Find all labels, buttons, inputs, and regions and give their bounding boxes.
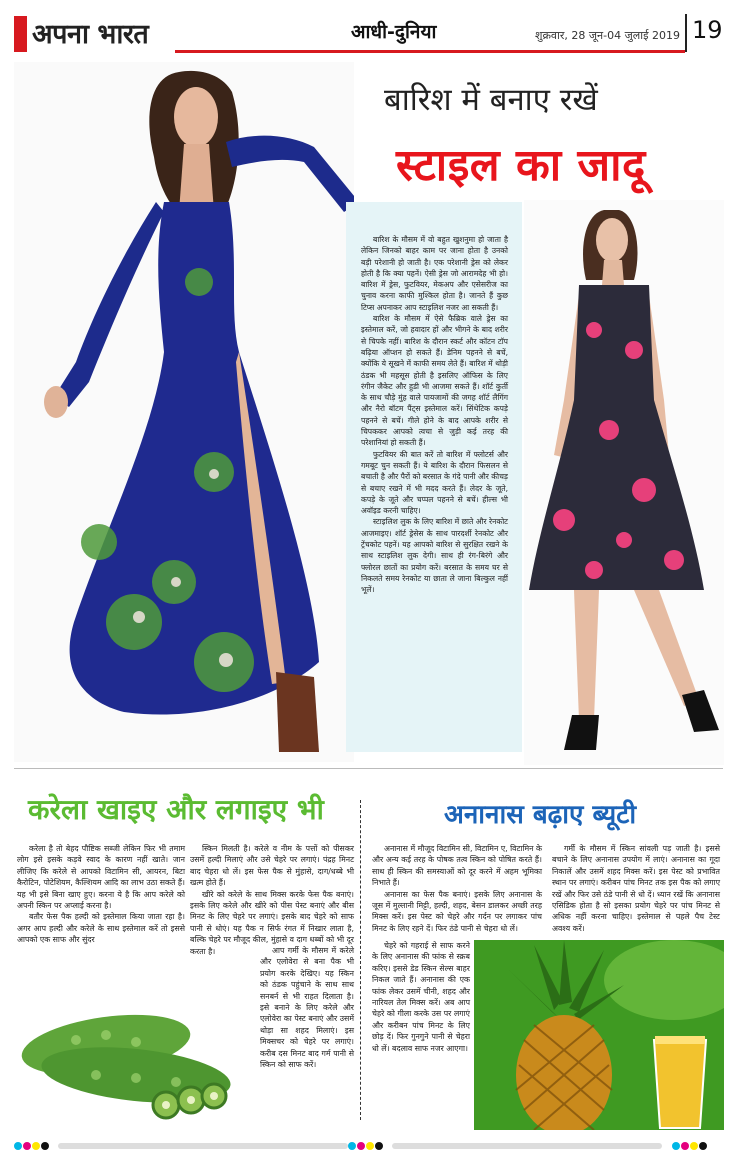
column-divider	[360, 800, 361, 1120]
footer-dot	[690, 1142, 698, 1150]
karela-paragraph: करेला है तो बेहद पौष्टिक सब्जी लेकिन फिर भी तमाम लोग इसे इसके कड़वे स्वाद के कारण नहीं खाते। जान लीजिए कि करेले से आपको विटामिन सी, आयरन, बिटा कैरोटिन, पोटेशियम, कैल्शियम आदि का लाभ उठा सकते हैं। यह भी इसे बिना खाए हुए। करना ये है कि आप करेले को अपनी स्किन पर अप्लाई करना है।	[17, 844, 185, 911]
karela-column-3	[260, 945, 354, 1070]
footer-dot	[41, 1142, 49, 1150]
feature-paragraph: बारिश के मौसम में वो बहुत खुशनुमा हो जाता है लेकिन जिनको बाहर काम पर जाना होता है उनको बड़ी परेशानी हो जाती है। एक परेशानी ड्रेस को लेकर होती है कि क्या पहनें। ऐसी ड्रेस जो आरामदेह भी हो। बारिश में ड्रेस, फुटवियर, मेकअप और एसेसरीज का चुनाव करना काफी मुश्किल होता है। जानते हैं कुछ टिप्स अपनाकर आप स्टाइलिश नजर आ सकती हैं।	[361, 235, 508, 312]
footer-dot	[375, 1142, 383, 1150]
footer-bar	[58, 1143, 348, 1149]
bitter-gourd-photo	[16, 1000, 248, 1120]
brand-red-block	[14, 16, 27, 52]
page-footer	[14, 1140, 723, 1150]
footer-dot	[14, 1142, 22, 1150]
section-divider	[14, 768, 723, 769]
footer-dot	[348, 1142, 356, 1150]
karela-column-2	[190, 843, 354, 957]
model-short-dress-photo	[524, 200, 724, 765]
karela-paragraph: आप गर्मी के मौसम में करेले और एलोवेरा से बना पैक भी प्रयोग करके देखिए। यह स्किन को ठंडक पहुंचाने के साथ साथ सनबर्न से भी राहत दिलाता है। इसे बनाने के लिए करेले और एलोवेरा का पेस्ट बनाएं और उसमें थोड़ा सा शहद मिलाएं। इस मिक्सचर को चेहरे पर लगाएं। करीब दस मिनट बाद गर्म पानी से स्किन को साफ करें।	[260, 946, 354, 1070]
karela-column-1	[17, 843, 185, 946]
footer-dot	[32, 1142, 40, 1150]
header-rule	[175, 50, 685, 53]
footer-dot	[681, 1142, 689, 1150]
karela-paragraph: बतौर फेस पैक हल्दी को इस्तेमाल किया जाता रहा है। अगर आप हल्दी और करेले के साथ इस्तेमाल करें तो इससे आपको एक साफ और सुंदर	[17, 912, 185, 945]
model-long-dress-photo	[14, 62, 354, 762]
page-header	[0, 0, 737, 58]
ananas-paragraph: अनानास में मौजूद विटामिन सी, विटामिन ए, विटामिन के और अन्य कई तरह के पोषक तत्व स्किन को पोषित करते हैं। साथ ही स्किन की समस्याओं को दूर करने में अहम भूमिका निभाते हैं।	[372, 844, 542, 888]
karela-paragraph: स्किन मिलती है। करेले व नीम के पत्तों को पीसकर उसमें हल्दी मिलाएं और उसे चेहरे पर लगाएं। पंद्रह मिनट बाद चेहरा धो लें। इस फेस पैक से मुंहासे, दाग/धब्बे भी खत्म होते हैं।	[190, 844, 354, 888]
feature-text-panel	[346, 202, 522, 752]
footer-dot	[699, 1142, 707, 1150]
footer-bar	[392, 1143, 662, 1149]
ananas-column-1b	[372, 940, 470, 1054]
feature-paragraph: बारिश के मौसम में ऐसे फैब्रिक वाले ड्रेस का इस्तेमाल करें, जो हवादार हों और भीगने के बाद शरीर से चिपके नहीं। बारिश के दौरान स्कर्ट और कॉटन टॉप बढ़िया ऑप्शन हो सकते हैं। डेनिम पहनने से बचें, क्योंकि ये सूखने में काफी समय लेते हैं। बारिश में थोड़ी ठंडक भी महसूस होती है इसलिए ऑफिस के लिए रंगीन जैकेट और हुडी भी आजमा सकते हैं। शॉर्ट कुर्ती के साथ चौड़े मुंह वाले पायजामों की जगह शॉर्ट लैगिंग और नैरो बॉटम पैंट्स इस्तेमाल करें। सिंथेटिक कपड़े पहनने से बचें। गीले होने के बाद आपके शरीर से चिपककर आपको त्वचा से जुड़ी कई तरह की परेशानियां हो सकती हैं।	[361, 314, 508, 448]
footer-dot	[23, 1142, 31, 1150]
section-name: आधी-दुनिया	[351, 21, 437, 43]
feature-kicker: बारिश में बनाए रखें	[384, 82, 598, 118]
footer-dot	[672, 1142, 680, 1150]
issue-date: शुक्रवार, 28 जून-04 जुलाई 2019	[535, 29, 680, 42]
page-number: 19	[692, 16, 723, 44]
ananas-column-2	[552, 843, 720, 934]
karela-title: करेला खाइए और लगाइए भी	[28, 793, 324, 826]
header-divider	[685, 14, 687, 52]
karela-paragraph: खीरे को करेले के साथ मिक्स करके फेस पैक बनाएं। इसके लिए करेले और खीरे को पीस पेस्ट बनाएं और बीस मिनट के लिए चेहरे पर लगाएं। इसके बाद चेहरे को साफ पानी से धोएं। यह पैक न सिर्फ रंगत में निखार लाता है, बल्कि चेहरे पर मौजूद कील, मुंहासे व दाग धब्बों को भी दूर करता है।	[190, 889, 354, 956]
brand-name: अपना भारत	[32, 19, 149, 50]
footer-dot	[366, 1142, 374, 1150]
feature-headline: स्टाइल का जादू	[396, 140, 646, 191]
feature-paragraph: फुटवियर की बात करें तो बारिश में फ्लोटर्स और गमबूट चुन सकती हैं। ये बारिश के दौरान फिसलन से बचाती है और पैरों को बरसात के गंदे पानी और कीचड़ से बचाए रखने में भी मदद करते हैं। लेदर के जूते, कपड़े के जूते और चप्पल पहनने से बचें। हील्स भी अवॉइड करनी चाहिए।	[361, 449, 508, 516]
feature-paragraph: स्टाइलिश लुक के लिए बारिश में छाते और रेनकोट आजमाइए। शॉर्ट ड्रेसेस के साथ पारदर्शी रेनकोट और ट्रेंचकोट पहनें। यह आपको बारिश से सुरक्षित रखने के साथ स्टाइलिश लुक देगी। साथ ही रंग-बिरंगे और फ्लोरल छातों का प्रयोग करें। बरसात के समय घर से निकलते समय रेनकोट या छाता ले जाना बिल्कुल नहीं भूलें।	[361, 517, 508, 595]
ananas-title: अनानास बढ़ाए ब्यूटी	[444, 800, 637, 830]
ananas-column-1	[372, 843, 542, 934]
ananas-paragraph: अनानास का फेस पैक बनाएं। इसके लिए अनानास के जूस में मुल्तानी मिट्टी, हल्दी, शहद, बेसन डालकर अच्छी तरह मिक्स करें। इस पेस्ट को चेहरे और गर्दन पर लगाकर पांच मिनट के लिए रहने दें। फिर ठंडे पानी से चेहरा धो लें।	[372, 889, 542, 933]
ananas-paragraph: चेहरे को गहराई से साफ करने के लिए अनानास की फांक से स्क्रब करिए। इससे डेड स्किन सेल्स बाहर निकल जाते हैं। अनानास की एक फांक लेकर उसमें चीनी, शहद और नारियल तेल मिक्स करें। अब आप चेहरे को गीला करके उस पर लगाएं और करीबन पांच मिनट के लिए छोड़ दें। फिर गुनगुने पानी से चेहरा धो लें। बदलाव साफ नजर आएगा।	[372, 941, 470, 1053]
ananas-paragraph: गर्मी के मौसम में स्किन सांवली पड़ जाती है। इससे बचाने के लिए अनानास उपयोग में लाएं। अनानास का गूदा निकालें और उसमें शहद मिक्स करें। इस पेस्ट को प्रभावित स्थान पर लगाएं। करीबन पांच मिनट तक इस पैक को लगाए रखें और फिर उसे ठंडे पानी से धो दें। ध्यान रखें कि अनानास एसिडिक होता है सो इसका प्रयोग चेहरे पर पांच मिनट से अधिक नहीं करना चाहिए। इस्तेमाल से पहले पैच टेस्ट अवश्य करें।	[552, 844, 720, 933]
footer-dot	[357, 1142, 365, 1150]
pineapple-juice-photo	[474, 940, 724, 1130]
